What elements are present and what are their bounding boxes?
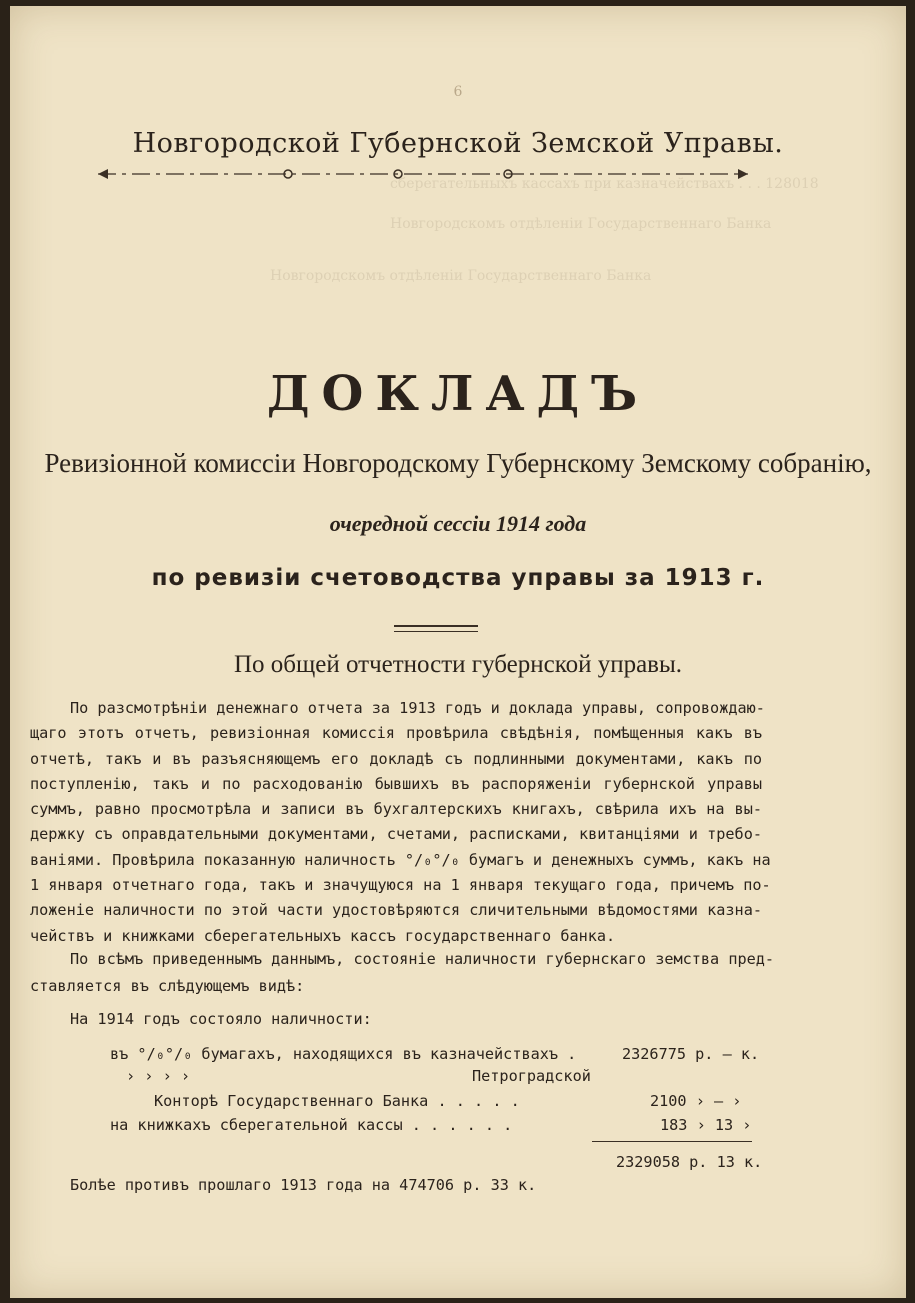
subtitle-commission: Ревизіонной комиссіи Новгородскому Губернскому Земскому собранію, — [44, 448, 872, 478]
document-page — [10, 6, 906, 1298]
section-rule — [394, 625, 478, 632]
paragraph-line: щаго этотъ отчетъ, ревизіонная комиссія провѣрила свѣдѣнія, помѣщенныя какъ въ — [30, 724, 762, 743]
paragraph-line: ложеніе наличности по этой части удостовѣряются сличительными вѣдомостями казна- — [30, 901, 762, 920]
ornament-divider — [98, 166, 748, 182]
subtitle-audit: по ревизіи счетоводства управы за 1913 г. — [151, 565, 765, 591]
holdings-row-bank-office: Конторѣ Государственнаго Банка . . . . . — [154, 1092, 520, 1110]
running-head: Новгородской Губернской Земской Управы. — [132, 128, 784, 159]
paragraph-audit — [30, 696, 771, 949]
paragraph-line: 1 января отчетнаго года, такъ и значущуюся на 1 января текущаго года, причемъ по- — [30, 876, 771, 895]
paragraph-line: отчетѣ, такъ и въ разъясняющемъ его докладѣ съ подлинными документами, какъ по — [30, 749, 762, 768]
paragraph-line: По всѣмъ приведеннымъ даннымъ, состояніе наличности губернскаго земства пред- — [70, 950, 775, 968]
holdings-row-savings: на книжкахъ сберегательной кассы . . . . . . — [110, 1116, 513, 1134]
paragraph-line: держку съ оправдательными документами, счетами, расписками, квитанціями и требо- — [30, 825, 762, 844]
bleed-through-text: Новгородскомъ отдѣленіи Государственнаго Банка — [390, 216, 772, 232]
paragraph-line: По разсмотрѣніи денежнаго отчета за 1913 годъ и доклада управы, сопровождаю- — [70, 699, 765, 717]
holdings-intro: На 1914 годъ состояло наличности: — [70, 1010, 372, 1028]
holdings-row-petrograd: Петроградской — [472, 1067, 591, 1085]
document-title: ДОКЛАДЪ — [266, 366, 650, 422]
paragraph-line: суммъ, равно просмотрѣла и записи въ бухгалтерскихъ книгахъ, свѣрила ихъ на вы- — [30, 800, 762, 819]
subtitle-session: очередной сессіи 1914 года — [329, 511, 587, 536]
section-heading: По общей отчетности губернской управы. — [233, 651, 683, 678]
holdings-amount-bank-office: 2100 › — › — [650, 1092, 742, 1110]
bleed-through-text: Новгородскомъ отдѣленіи Государственнаго Банка — [270, 268, 652, 284]
bleed-through-text: сберегательныхъ кассахъ при казначействахъ . . . 128018 — [390, 176, 819, 192]
holdings-amount-savings: 183 › 13 › — [660, 1116, 752, 1134]
paragraph-summary — [30, 946, 775, 1000]
paragraph-line: ставляется въ слѣдующемъ видѣ: — [30, 977, 305, 995]
paragraph-line: поступленію, такъ и по расходованію бывшихъ въ распоряженіи губернской управы — [30, 774, 762, 793]
holdings-row-securities: въ °/₀°/₀ бумагахъ, находящихся въ казначействахъ . — [110, 1045, 577, 1063]
paragraph-line: чействъ и книжками сберегательныхъ кассъ государственнаго банка. — [30, 926, 616, 945]
footer-comparison: Болѣе противъ прошлаго 1913 года на 474706 р. 33 к. — [70, 1176, 537, 1194]
holdings-total: 2329058 р. 13 к. — [616, 1153, 763, 1171]
sum-rule — [592, 1141, 752, 1142]
holdings-amount-securities: 2326775 р. — к. — [622, 1045, 760, 1063]
page-number: 6 — [453, 84, 463, 100]
paragraph-line: ваніями. Провѣрила показанную наличность °/₀°/₀ бумагъ и денежныхъ суммъ, какъ на — [30, 850, 771, 869]
holdings-ditto-marks: › › › › — [126, 1067, 191, 1085]
